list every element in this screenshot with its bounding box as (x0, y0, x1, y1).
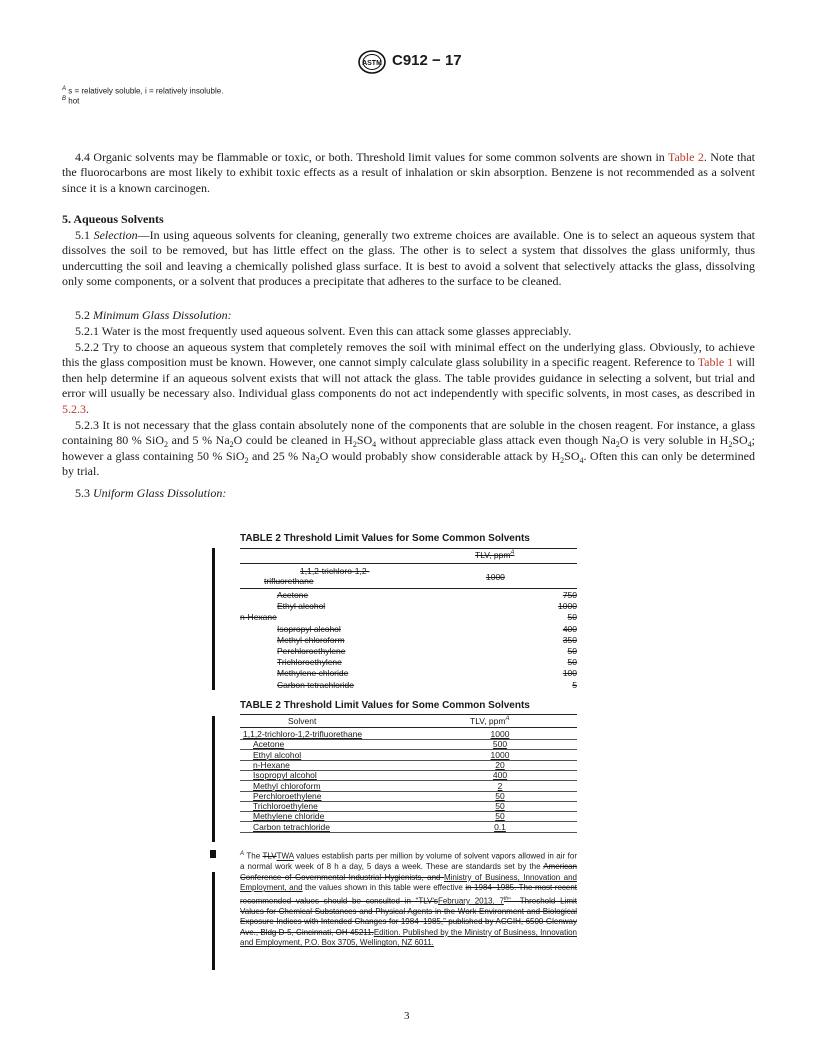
table-old-row-value: 400 (562, 623, 577, 634)
table-new-row-value: 20 (495, 759, 505, 770)
table-old-row-value: 50 (567, 657, 577, 668)
revision-bar-old-table (212, 548, 215, 690)
table-2-link[interactable]: Table 2 (667, 150, 704, 164)
astm-logo (357, 49, 387, 75)
table-old-rule-top (240, 548, 577, 549)
table-old-row-name: Ethyl alcohol (277, 601, 326, 612)
table-old-row-value: 100 (562, 668, 577, 679)
table-old-row-name: Trichloroethylene (277, 657, 342, 668)
section-5-2-3-link[interactable]: 5.2.3 (62, 401, 86, 416)
paragraph-5-3: 5.3 Uniform Glass Dissolution: (75, 486, 227, 500)
table-old-first-name-l2: trifluorethane (264, 576, 314, 586)
table-new-row-value: 400 (492, 770, 508, 781)
table-new-row-name: Methylene chloride (253, 811, 325, 822)
table-old-row-name: Methylene chloride (277, 668, 349, 679)
table-new-row-value: 50 (495, 801, 505, 812)
table-old-header-tlv: TLV, ppm$^A$ (475, 550, 515, 560)
paragraph-5-2: 5.2 Minimum Glass Dissolution: (75, 308, 232, 322)
table-footnote: $^A$ The TLVTWA values establish parts per million by volume of solvent vapors allowed in air for a normal work week of 8 h a day, 5 days a week. These are standards set by the American Conference of Governmental Industrial Hygienists, and Ministry of Business, Innovation and Employment, and the values shown in this table were effective in 1984–1985. The most recent recommended values should be consulted in “TLV'sFebruary 2013, 7th”– Threshold Limit Values for Chemical Substances and Physical Agents in the Work Environment and Biological Exposure Indices with Intended Changes for 1984–1985,” published by ACGIH, 6500 Glenway Ave., Bldg D-5, Cincinnati, OH 45211.Edition. Published by the Ministry of Business, Innovation and Employment, P.O. Box 3705, Wellington, NZ 6011. (240, 851, 578, 948)
paragraph-5-1: 5.1 Selection—In using aqueous solvents for cleaning, generally two extreme choices are available. One is to select an aqueous system that dissolves the soil to be removed, but has little effect on the glass. The other is to select a system that dissolves the glass uniformly, thus undercutting the soil and leaving a chemically polished glass surface. It is best to avoid a solvent that selectively attacks the glass, dissolving only some components, or a solvent that produces a precipitate that adheres to the surface to be cleaned. (62, 228, 755, 289)
table-new-row-name: Carbon tetrachloride (253, 821, 331, 832)
footnote-b: $^B$ hot (62, 96, 80, 106)
logo-text: ASTM (362, 60, 382, 67)
table-old-row-name: Methyl chloroform (277, 634, 345, 645)
table-new-header-tlv: TLV, ppm$^A$ (470, 716, 510, 726)
revision-mark-footnote (210, 850, 216, 858)
table-new-row-value: 0.1 (494, 821, 506, 832)
revision-bar-footnote (212, 872, 215, 970)
document-designation: C912 − 17 (392, 52, 462, 69)
table-new-row-name: Acetone (253, 739, 285, 750)
table-new-row-name: Methyl chloroform (253, 780, 321, 791)
table-new-rule-header (240, 727, 577, 728)
table-old-row-name: Isopropyl alcohol (277, 623, 341, 634)
table-new-row-value: 2 (497, 780, 503, 791)
table-new-row-value: 500 (492, 739, 508, 750)
table-old-row-name: Carbon tetrachloride (277, 679, 355, 690)
revision-bar-new-table (212, 716, 215, 842)
table-new-caption: TABLE 2 Threshold Limit Values for Some Common Solvents (240, 700, 530, 711)
paragraph-4-4: 4.4 Organic solvents may be flammable or toxic, or both. Threshold limit values for some common solvents are shown in Table 2. Note that the fluorocarbons are most likely to exhibit toxic effects as a result of inhalation or skin absorption. Benzene is not recommended as a solvent since it is a known carcinogen. (62, 150, 756, 195)
table-new-row-value: 50 (495, 811, 505, 822)
page-number: 3 (404, 1010, 410, 1022)
table-new-row-name: 1,1,2-trichloro-1,2-trifluorethane (243, 729, 363, 739)
table-old-row-name: n-Hexane (240, 612, 277, 623)
table-old-first-value: 1000 (486, 572, 505, 582)
table-old-row-value: 350 (562, 634, 577, 645)
table-new-row-value: 1000 (490, 729, 510, 739)
footnote-a: $^A$ s = relatively soluble, i = relatively insoluble. (62, 86, 224, 96)
table-old-row-name: Acetone (277, 590, 309, 600)
table-new-row-name: Trichloroethylene (253, 801, 318, 812)
table-new-row-name: Isopropyl alcohol (253, 770, 317, 781)
table-old-rule-mid (240, 588, 577, 589)
table-old-row-value: 1000 (558, 601, 577, 612)
table-new-row-name: Perchloroethylene (253, 790, 322, 801)
table-old-row-value: 50 (567, 646, 577, 656)
table-new-row-name: n-Hexane (253, 759, 290, 770)
paragraph-5-2-3: 5.2.3 It is not necessary that the glass contain absolutely none of the components that are soluble in the chosen reagent. For instance, a glass containing 80 % SiO$_2$ and 5 % $Na_2O$ could be cleaned in $H_2SO_4$ without appreciable glass attack even though $Na_2O$ is very soluble in $H_2SO_4$; however a glass containing 50 % SiO$_2$ and 25 % $Na_2O$ would probably show considerable attack by $H_2SO_4$. Often this can only be determined by trial. (62, 418, 756, 479)
table-new-row-name: Ethyl alcohol (253, 749, 302, 760)
table-new-row-value: 50 (495, 790, 505, 801)
table-new-row-rule (240, 832, 577, 833)
paragraph-5-2-1: 5.2.1 Water is the most frequently used aqueous solvent. Even this can attack some glasses appreciably. (75, 324, 572, 338)
table-old-row-value: 750 (562, 590, 577, 600)
table-new-rule-top (240, 714, 577, 715)
table-old-rule-header (240, 563, 577, 564)
table-new-header-solvent: Solvent (288, 716, 317, 726)
table-old-row-name: Perchloroethylene (277, 646, 346, 656)
table-old-caption: TABLE 2 Threshold Limit Values for Some Common Solvents (240, 533, 530, 544)
table-old-row-value: 5 (572, 679, 577, 690)
table-1-link[interactable]: Table 1 (697, 355, 734, 370)
table-new-row-value: 1000 (490, 749, 510, 760)
table-old-row-value: 50 (567, 612, 577, 623)
table-old-first-name-l1: 1,1,2-trichloro-1,2- (300, 566, 370, 576)
section-heading-5: 5. Aqueous Solvents (62, 212, 164, 226)
paragraph-5-2-2: 5.2.2 Try to choose an aqueous system that completely removes the soil with minimal effect on the underlying glass. Obviously, to achieve this the glass composition must be known. However, one cannot simply calculate glass solubility in a specific reagent. Reference to Table 1 will then help determine if an aqueous solvent exists that will not attack the glass. The table provides guidance in selecting a solvent, but trial and error will usually be necessary also. Individual glass components do not act independently with specific solvents, in most cases, as described in 5.2.3. (62, 340, 755, 416)
